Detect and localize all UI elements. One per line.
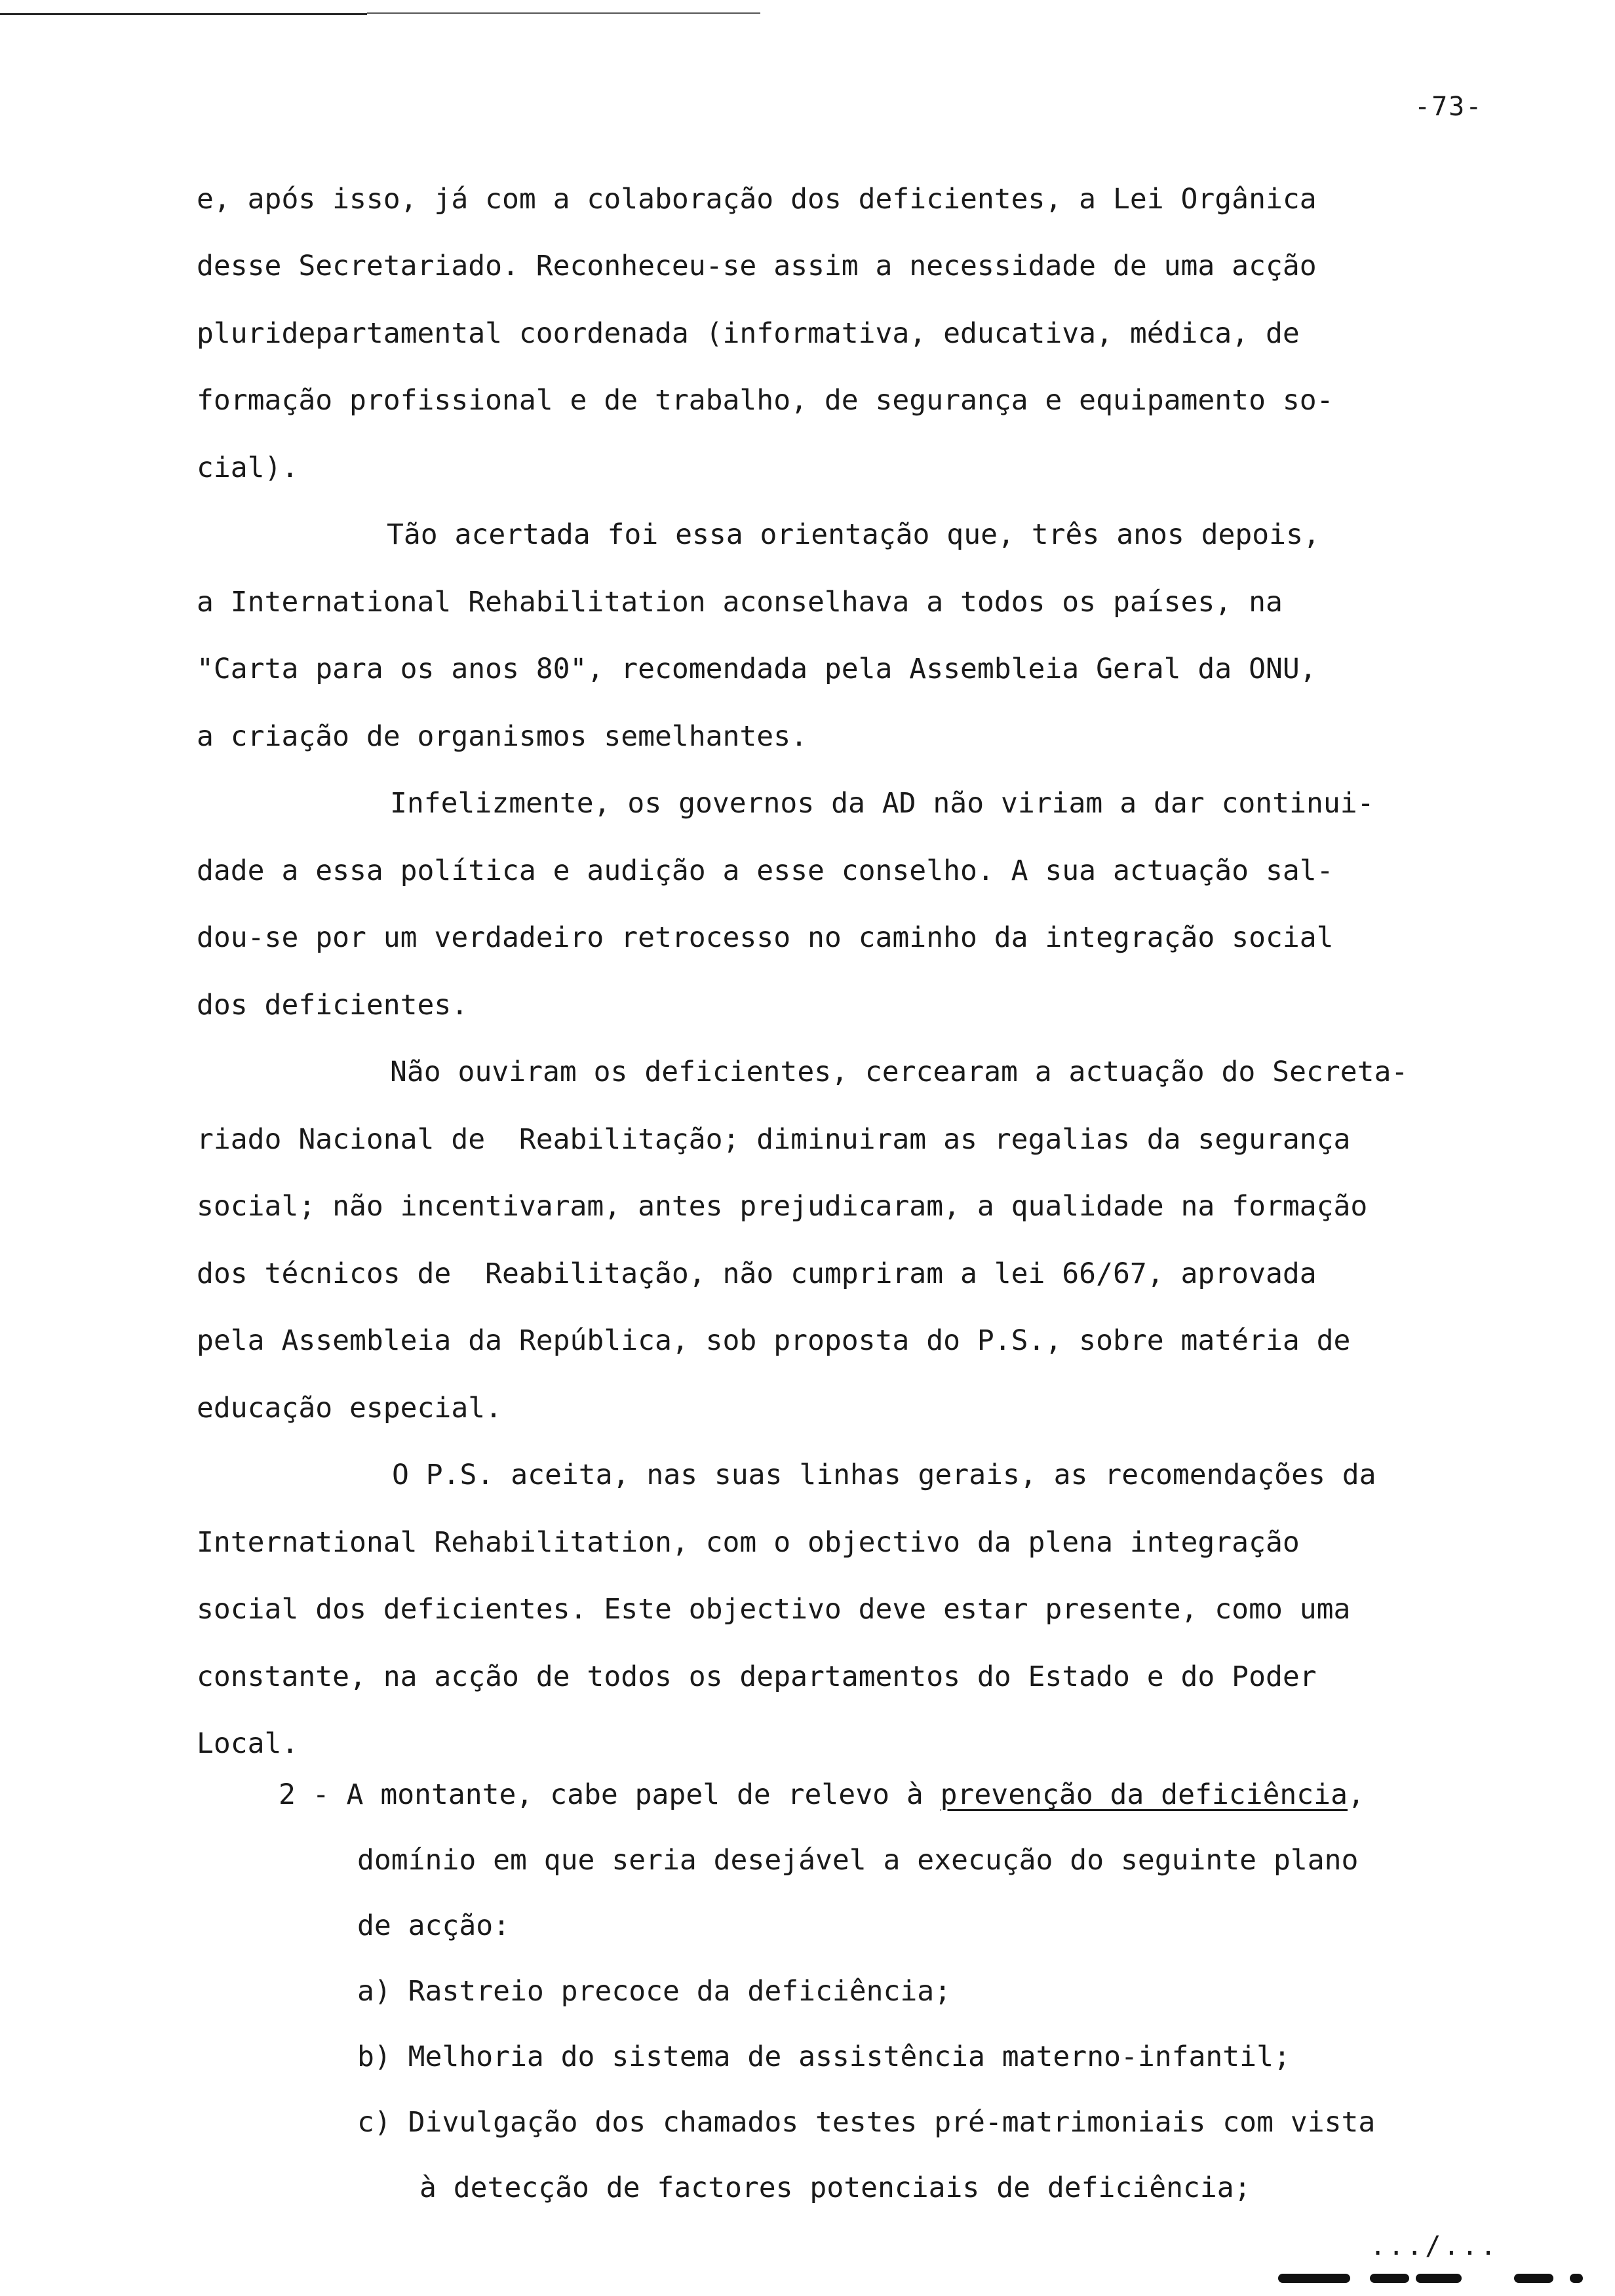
item-2-prefix: 2 - A montante, cabe papel de relevo à	[279, 1778, 941, 1811]
scan-smudge	[1370, 2274, 1409, 2283]
page-number: -73-	[1414, 92, 1483, 122]
p1-line-1: e, após isso, já com a colaboração dos deficientes, a Lei Orgânica	[197, 183, 1317, 216]
item-2-underlined-term: prevenção da deficiência	[940, 1778, 1348, 1811]
p3-line-1: Infelizmente, os governos da AD não viriam a dar continui-	[390, 787, 1374, 820]
p4-line-1: Não ouviram os deficientes, cercearam a actuação do Secreta-	[390, 1056, 1409, 1088]
list-item-b: b) Melhoria do sistema de assistência materno-infantil;	[357, 2040, 1291, 2073]
p2-line-1: Tão acertada foi essa orientação que, três anos depois,	[387, 518, 1320, 551]
top-rule-faint	[367, 12, 760, 14]
p1-line-2: desse Secretariado. Reconheceu-se assim a necessidade de uma acção	[197, 250, 1317, 282]
p4-line-5: pela Assembleia da República, sob proposta do P.S., sobre matéria de	[197, 1324, 1351, 1357]
scan-smudge	[1570, 2274, 1583, 2283]
p5-line-3: social dos deficientes. Este objectivo deve estar presente, como uma	[197, 1593, 1351, 1626]
scan-smudge	[1514, 2274, 1553, 2283]
scan-smudge	[1278, 2274, 1350, 2283]
scan-smudge	[1416, 2274, 1462, 2283]
continuation-marker: .../...	[1370, 2231, 1499, 2261]
list-item-c-continuation: à detecção de factores potenciais de deficiência;	[419, 2172, 1251, 2204]
list-item-a: a) Rastreio precoce da deficiência;	[357, 1975, 952, 2008]
p4-line-3: social; não incentivaram, antes prejudicaram, a qualidade na formação	[197, 1190, 1368, 1223]
p5-line-1: O P.S. aceita, nas suas linhas gerais, as recomendações da	[392, 1459, 1376, 1491]
p4-line-2: riado Nacional de Reabilitação; diminuiram as regalias da segurança	[197, 1123, 1351, 1156]
p2-line-2: a International Rehabilitation aconselhava a todos os países, na	[197, 586, 1283, 619]
p2-line-3: "Carta para os anos 80", recomendada pela Assembleia Geral da ONU,	[197, 653, 1317, 685]
p5-line-4: constante, na acção de todos os departamentos do Estado e do Poder	[197, 1660, 1317, 1693]
p4-line-6: educação especial.	[197, 1392, 502, 1425]
item-2-line-3: de acção:	[357, 1909, 510, 1942]
item-2-suffix: ,	[1347, 1778, 1365, 1811]
p3-line-4: dos deficientes.	[197, 989, 469, 1022]
item-2-line-2: domínio em que seria desejável a execução do seguinte plano	[357, 1844, 1359, 1877]
p5-line-5: Local.	[197, 1727, 299, 1760]
p5-line-2: International Rehabilitation, com o objectivo da plena integração	[197, 1526, 1300, 1559]
p3-line-3: dou-se por um verdadeiro retrocesso no caminho da integração social	[197, 921, 1334, 954]
p1-line-3: pluridepartamental coordenada (informativa, educativa, médica, de	[197, 317, 1300, 350]
p1-line-5: cial).	[197, 451, 299, 484]
item-2-line-1	[279, 1778, 1365, 1811]
p4-line-4: dos técnicos de Reabilitação, não cumpriram a lei 66/67, aprovada	[197, 1257, 1317, 1290]
p2-line-4: a criação de organismos semelhantes.	[197, 720, 808, 753]
top-rule	[0, 13, 367, 15]
p1-line-4: formação profissional e de trabalho, de segurança e equipamento so-	[197, 384, 1334, 417]
p3-line-2: dade a essa política e audição a esse conselho. A sua actuação sal-	[197, 854, 1334, 887]
list-item-c: c) Divulgação dos chamados testes pré-matrimoniais com vista	[357, 2106, 1376, 2139]
